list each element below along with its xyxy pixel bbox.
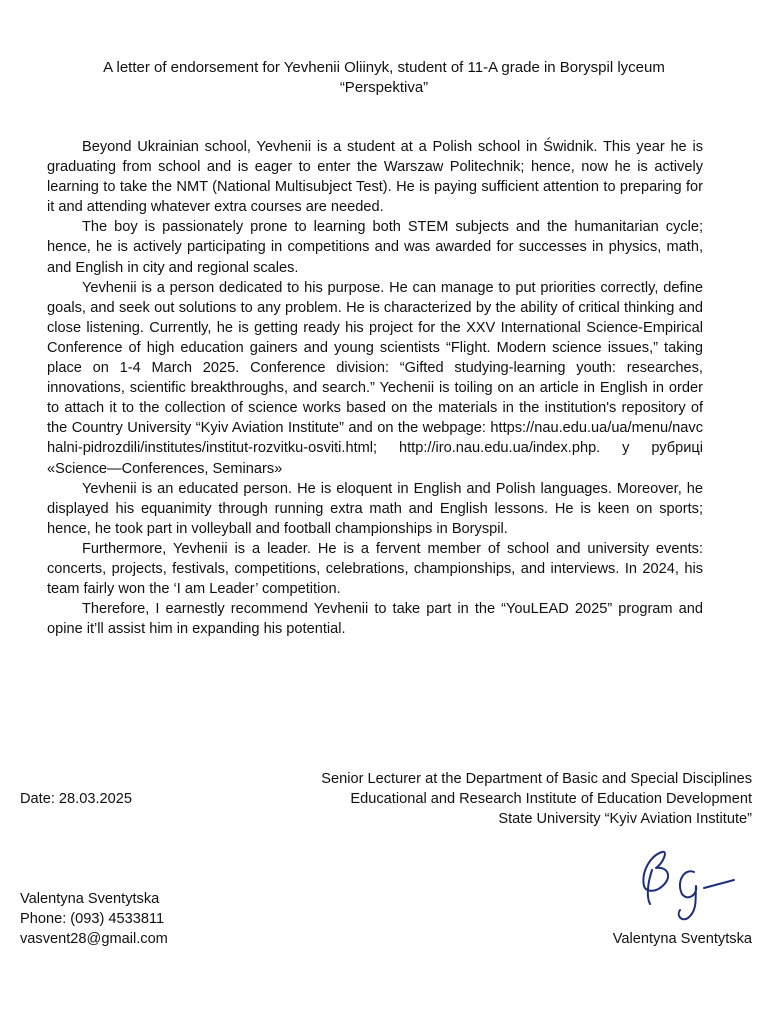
paragraph-purpose-text: Yevhenii is a person dedicated to his purpose. He can manage to put priorities correctly, define goals, and seek out solutions to any problem. He is characterized by the ability of critical thinking and close listening. Currently, he is getting ready his project for the XXV International Science-Empirical Conference of high education gainers and young scientists “Flight. Modern science issues,” taking place on 1-4 March 2025. Conference division: “Gifted studying-learning youth: researches, innovations, scientific breakthroughs, and search.” Yechenii is toiling on an article in English in order to attach it to the collection of science works based on the materials in the institution's repository of the Country University “Kyiv Aviation Institute” and on the webpage:	[47, 279, 703, 437]
letter-title-line-1: A letter of endorsement for Yevhenii Oliinyk, student of 11-A grade in Boryspil lyceum	[103, 59, 665, 76]
signature-name: Valentyna Sventytska	[612, 931, 752, 947]
paragraph-leader: Furthermore, Yevhenii is a leader. He is a fervent member of school and university events: concerts, projects, festivals, competitions, celebrations, championships, and interviews. In 2024, his team fairly won the ‘I am Leader’ competition.	[47, 540, 703, 598]
author-position-line-2: Educational and Research Institute of Education Development	[350, 791, 752, 807]
author-contact	[20, 889, 168, 949]
paragraph-studies: The boy is passionately prone to learning both STEM subjects and the humanitarian cycle; hence, he is actively participating in competitions and was awarded for successes in physics, math, and English in city and regional scales.	[47, 219, 703, 276]
letter-body	[47, 137, 703, 639]
author-position-line-3: State University “Kyiv Aviation Institute”	[498, 811, 752, 827]
letter-title	[40, 58, 728, 98]
iro-url-link: http://iro.nau.edu.ua/index.php. у рубриці «Science—Conferences, Seminars»	[47, 440, 703, 477]
institute-url-link: https://nau.edu.ua/ua/menu/navchalni-pidrozdili/institutes/institut-rozvitku-osviti.html;	[47, 420, 703, 457]
author-position	[321, 769, 752, 829]
handwritten-signature	[632, 842, 742, 922]
contact-phone: Phone: (093) 4533811	[20, 911, 165, 927]
author-position-line-1: Senior Lecturer at the Department of Basic and Special Disciplines	[321, 771, 752, 787]
contact-name: Valentyna Sventytska	[20, 891, 160, 907]
letter-title-line-2: “Perspektiva”	[339, 79, 429, 96]
paragraph-education: Yevhenii is an educated person. He is eloquent in English and Polish languages. Moreover, he displayed his equanimity through running extra math and English lessons. He is keen on sports; hence, he took part in volleyball and football championships in Boryspil.	[47, 480, 703, 537]
paragraph-recommendation: Therefore, I earnestly recommend Yevhenii to take part in the “YouLEAD 2025” program and opine it’ll assist him in expanding his potential.	[47, 601, 703, 638]
contact-email: vasvent28@gmail.com	[20, 931, 168, 947]
letter-date: Date: 28.03.2025	[20, 791, 132, 807]
paragraph-purpose	[47, 278, 703, 479]
paragraph-school: Beyond Ukrainian school, Yevhenii is a student at a Polish school in Świdnik. This year he is graduating from school and is eager to enter the Warszaw Politechnik; hence, now he is actively learning to take the NMT (National Multisubject Test). He is paying sufficient attention to preparing for it and attending whatever extra courses are needed.	[47, 139, 703, 216]
